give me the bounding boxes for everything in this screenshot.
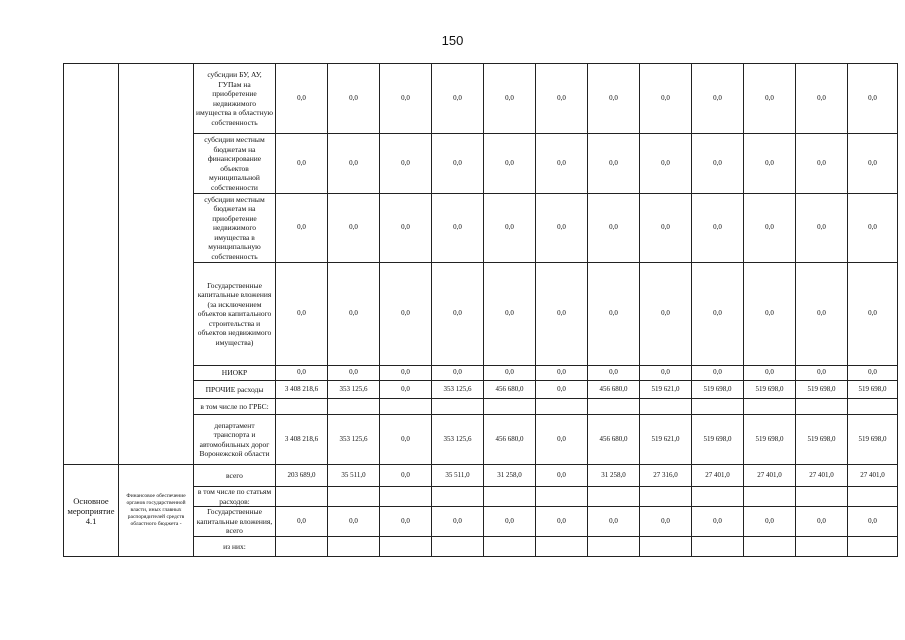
value-cell: 0,0	[848, 507, 898, 537]
value-cell	[848, 537, 898, 557]
value-cell: 519 698,0	[848, 415, 898, 465]
value-cell: 0,0	[640, 263, 692, 366]
value-cell	[692, 399, 744, 415]
row-label: Государственные капитальные вложения, всего	[194, 507, 276, 537]
row-label: в том числе по статьям расходов:	[194, 487, 276, 507]
value-cell	[276, 487, 328, 507]
value-cell: 35 511,0	[328, 465, 380, 487]
value-cell: 0,0	[328, 263, 380, 366]
value-cell: 0,0	[744, 366, 796, 381]
value-cell	[328, 399, 380, 415]
value-cell: 0,0	[380, 381, 432, 399]
value-cell: 0,0	[536, 415, 588, 465]
value-cell	[536, 399, 588, 415]
value-cell: 0,0	[640, 194, 692, 263]
value-cell: 0,0	[848, 64, 898, 134]
value-cell	[692, 487, 744, 507]
value-cell: 353 125,6	[328, 381, 380, 399]
value-cell: 0,0	[796, 134, 848, 194]
value-cell	[380, 487, 432, 507]
value-cell: 0,0	[536, 381, 588, 399]
value-cell: 0,0	[276, 134, 328, 194]
value-cell: 0,0	[484, 194, 536, 263]
value-cell: 27 316,0	[640, 465, 692, 487]
value-cell: 0,0	[380, 415, 432, 465]
value-cell: 0,0	[380, 507, 432, 537]
value-cell: 0,0	[536, 134, 588, 194]
value-cell: 0,0	[536, 465, 588, 487]
value-cell: 0,0	[380, 134, 432, 194]
row-label: всего	[194, 465, 276, 487]
value-cell	[484, 487, 536, 507]
row-label: из них:	[194, 537, 276, 557]
row-label: департамент транспорта и автомобильных дорог Воронежской области	[194, 415, 276, 465]
value-cell	[588, 399, 640, 415]
value-cell: 0,0	[588, 134, 640, 194]
value-cell	[796, 487, 848, 507]
value-cell: 0,0	[640, 134, 692, 194]
value-cell: 519 621,0	[640, 415, 692, 465]
value-cell	[380, 537, 432, 557]
value-cell: 519 621,0	[640, 381, 692, 399]
value-cell: 0,0	[588, 366, 640, 381]
value-cell: 0,0	[796, 194, 848, 263]
value-cell: 519 698,0	[744, 381, 796, 399]
value-cell	[328, 487, 380, 507]
row-label: НИОКР	[194, 366, 276, 381]
value-cell: 0,0	[744, 134, 796, 194]
value-cell	[744, 537, 796, 557]
value-cell: 519 698,0	[796, 381, 848, 399]
value-cell: 0,0	[536, 194, 588, 263]
value-cell	[796, 537, 848, 557]
value-cell	[744, 487, 796, 507]
value-cell: 519 698,0	[796, 415, 848, 465]
value-cell: 456 680,0	[484, 415, 536, 465]
value-cell: 0,0	[588, 507, 640, 537]
value-cell: 31 258,0	[484, 465, 536, 487]
value-cell	[640, 537, 692, 557]
value-cell: 0,0	[692, 194, 744, 263]
value-cell	[328, 537, 380, 557]
value-cell: 0,0	[276, 366, 328, 381]
value-cell: 0,0	[796, 366, 848, 381]
table-row	[64, 465, 898, 487]
row-label: ПРОЧИЕ расходы	[194, 381, 276, 399]
value-cell: 0,0	[380, 465, 432, 487]
value-cell: 0,0	[484, 366, 536, 381]
value-cell: 27 401,0	[796, 465, 848, 487]
value-cell	[484, 537, 536, 557]
org-cell-empty	[119, 64, 194, 465]
value-cell: 0,0	[848, 263, 898, 366]
value-cell: 519 698,0	[692, 415, 744, 465]
value-cell: 0,0	[328, 134, 380, 194]
value-cell: 0,0	[692, 366, 744, 381]
value-cell: 0,0	[432, 64, 484, 134]
value-cell: 0,0	[484, 507, 536, 537]
value-cell: 0,0	[380, 64, 432, 134]
value-cell	[380, 399, 432, 415]
value-cell: 0,0	[640, 64, 692, 134]
value-cell: 0,0	[692, 64, 744, 134]
value-cell: 0,0	[328, 194, 380, 263]
value-cell	[276, 537, 328, 557]
value-cell: 0,0	[484, 134, 536, 194]
value-cell	[432, 537, 484, 557]
value-cell: 0,0	[692, 263, 744, 366]
value-cell: 0,0	[536, 64, 588, 134]
code-cell-empty	[64, 64, 119, 465]
value-cell: 3 408 218,6	[276, 381, 328, 399]
value-cell: 0,0	[744, 64, 796, 134]
table-row	[64, 64, 898, 134]
row-label: Государственные капитальные вложения (за исключением объектов капитального строительства и объектов недвижимого имущества)	[194, 263, 276, 366]
value-cell: 0,0	[328, 366, 380, 381]
value-cell: 203 689,0	[276, 465, 328, 487]
value-cell: 0,0	[744, 263, 796, 366]
value-cell: 0,0	[640, 366, 692, 381]
value-cell: 27 401,0	[848, 465, 898, 487]
value-cell: 0,0	[848, 366, 898, 381]
value-cell: 0,0	[328, 507, 380, 537]
value-cell: 0,0	[588, 64, 640, 134]
value-cell: 353 125,6	[328, 415, 380, 465]
value-cell: 0,0	[536, 507, 588, 537]
value-cell: 0,0	[536, 366, 588, 381]
value-cell: 0,0	[848, 194, 898, 263]
value-cell	[484, 399, 536, 415]
row-label: в том числе по ГРБС:	[194, 399, 276, 415]
value-cell: 0,0	[692, 134, 744, 194]
value-cell: 0,0	[796, 64, 848, 134]
value-cell: 0,0	[432, 507, 484, 537]
value-cell: 0,0	[380, 194, 432, 263]
value-cell: 31 258,0	[588, 465, 640, 487]
value-cell: 353 125,6	[432, 415, 484, 465]
value-cell: 0,0	[744, 507, 796, 537]
value-cell	[536, 487, 588, 507]
value-cell: 456 680,0	[588, 381, 640, 399]
value-cell	[848, 399, 898, 415]
value-cell	[588, 487, 640, 507]
value-cell	[848, 487, 898, 507]
value-cell: 519 698,0	[744, 415, 796, 465]
value-cell: 0,0	[588, 263, 640, 366]
value-cell: 0,0	[276, 263, 328, 366]
measure-code: Основное мероприятие 4.1	[64, 465, 119, 557]
value-cell: 456 680,0	[484, 381, 536, 399]
value-cell: 0,0	[380, 263, 432, 366]
value-cell: 0,0	[796, 263, 848, 366]
value-cell	[796, 399, 848, 415]
value-cell: 0,0	[432, 263, 484, 366]
value-cell: 0,0	[588, 194, 640, 263]
value-cell	[276, 399, 328, 415]
row-label: субсидии БУ, АУ, ГУПам на приобретение недвижимого имущества в областную собственность	[194, 64, 276, 134]
value-cell	[744, 399, 796, 415]
value-cell	[588, 537, 640, 557]
value-cell	[432, 399, 484, 415]
row-label: субсидии местным бюджетам на приобретение недвижимого имущества в муниципальную собственность	[194, 194, 276, 263]
value-cell: 0,0	[692, 507, 744, 537]
value-cell: 3 408 218,6	[276, 415, 328, 465]
value-cell: 35 511,0	[432, 465, 484, 487]
value-cell	[432, 487, 484, 507]
page-number: 150	[441, 33, 464, 48]
value-cell: 519 698,0	[692, 381, 744, 399]
value-cell: 353 125,6	[432, 381, 484, 399]
value-cell	[692, 537, 744, 557]
value-cell	[640, 399, 692, 415]
value-cell: 519 698,0	[848, 381, 898, 399]
value-cell: 0,0	[432, 366, 484, 381]
value-cell: 0,0	[276, 507, 328, 537]
value-cell: 0,0	[536, 263, 588, 366]
value-cell: 0,0	[744, 194, 796, 263]
value-cell: 0,0	[796, 507, 848, 537]
value-cell: 27 401,0	[744, 465, 796, 487]
value-cell: 0,0	[432, 194, 484, 263]
value-cell: 0,0	[484, 64, 536, 134]
value-cell: 0,0	[328, 64, 380, 134]
value-cell: 0,0	[432, 134, 484, 194]
value-cell: 0,0	[380, 366, 432, 381]
value-cell: 0,0	[484, 263, 536, 366]
row-label: субсидии местным бюджетам на финансирование объектов муниципальной собственности	[194, 134, 276, 194]
value-cell: 27 401,0	[692, 465, 744, 487]
value-cell: 0,0	[640, 507, 692, 537]
value-cell: 0,0	[848, 134, 898, 194]
value-cell	[640, 487, 692, 507]
budget-table	[63, 63, 898, 557]
organization-name: Финансовое обеспечение органов государственной власти, иных главных распорядителей средств областного бюджета -	[119, 465, 194, 557]
value-cell: 456 680,0	[588, 415, 640, 465]
value-cell: 0,0	[276, 194, 328, 263]
value-cell	[536, 537, 588, 557]
value-cell: 0,0	[276, 64, 328, 134]
